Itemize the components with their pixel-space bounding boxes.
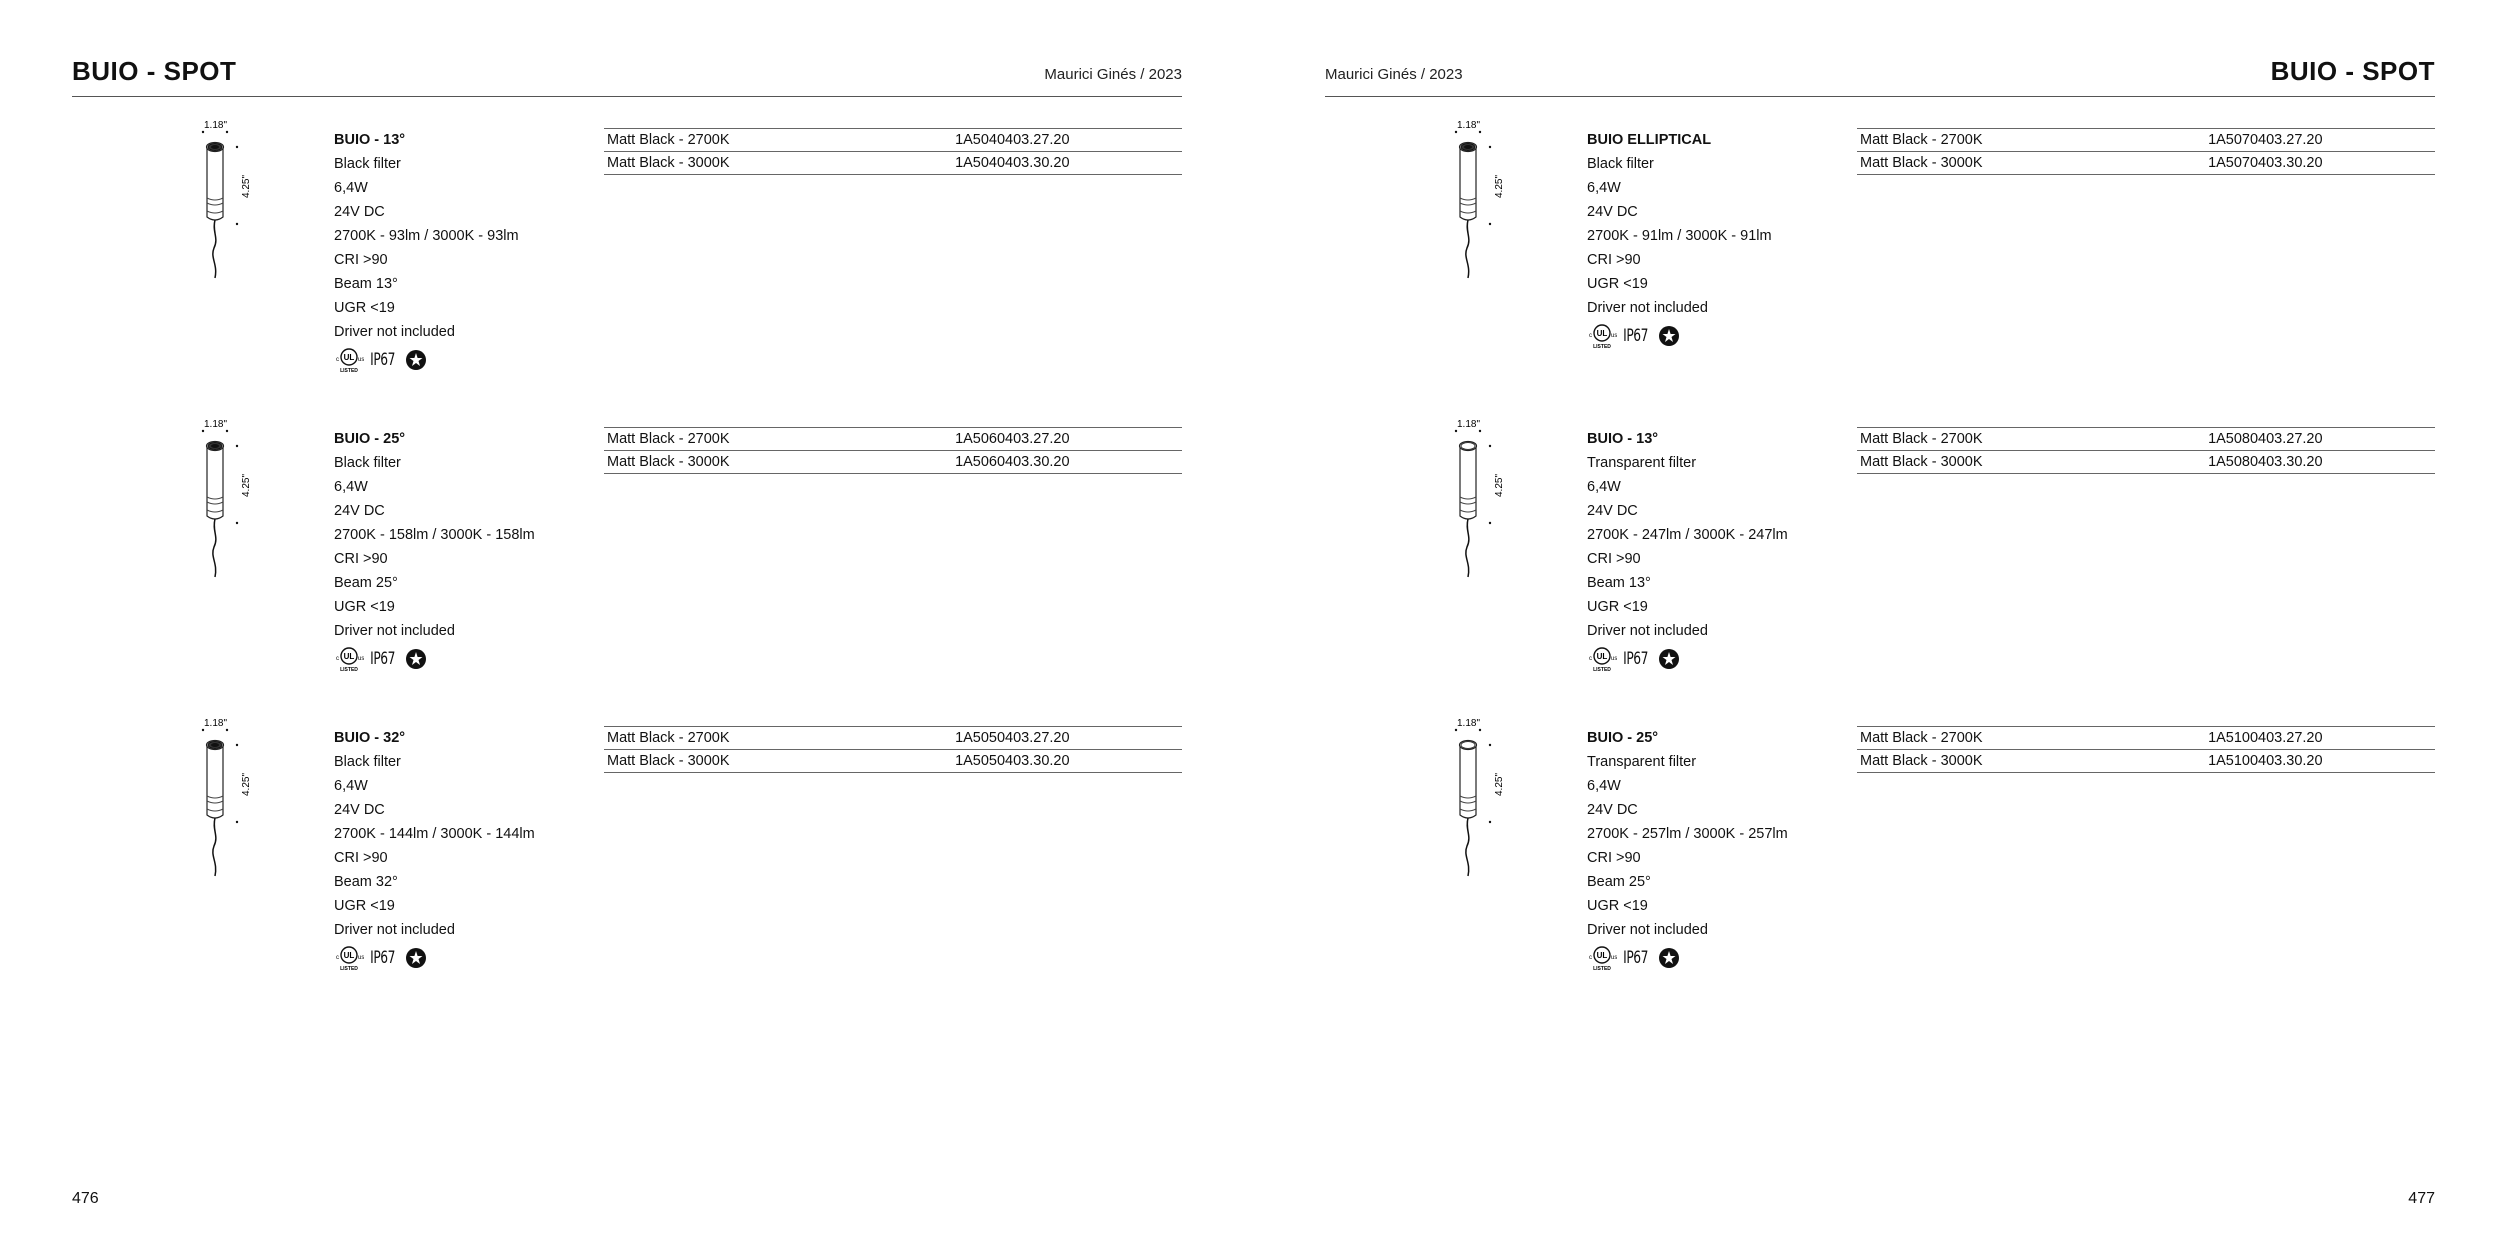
spec-line: UGR <19 bbox=[334, 898, 395, 914]
width-dimension: 1.18" bbox=[204, 419, 228, 430]
variant-row bbox=[1857, 152, 2435, 175]
svg-text:UL: UL bbox=[343, 652, 355, 661]
variant-table bbox=[604, 128, 1182, 175]
svg-text:c: c bbox=[1589, 333, 1592, 339]
product-block bbox=[72, 419, 1182, 679]
ip-rating: IP67 bbox=[1623, 948, 1649, 968]
product-block bbox=[72, 120, 1182, 380]
variant-row bbox=[604, 152, 1182, 175]
variant-code: 1A5100403.27.20 bbox=[2205, 727, 2435, 750]
variant-code: 1A5050403.30.20 bbox=[952, 750, 1182, 773]
width-dimension: 1.18" bbox=[1457, 718, 1481, 729]
variant-table bbox=[1857, 128, 2435, 175]
spec-line: Driver not included bbox=[1587, 922, 1708, 938]
spec-line: 6,4W bbox=[1587, 778, 1621, 794]
page-title: BUIO - SPOT bbox=[2270, 56, 2435, 86]
ul-listed-icon bbox=[334, 944, 364, 972]
page-header bbox=[72, 56, 1182, 97]
svg-text:LISTED: LISTED bbox=[1593, 966, 1611, 972]
variant-row bbox=[1857, 129, 2435, 152]
product-name: BUIO - 13° bbox=[334, 132, 406, 148]
spec-line: 24V DC bbox=[334, 802, 385, 818]
height-dimension: 4.25" bbox=[241, 174, 252, 198]
spec-line: 6,4W bbox=[1587, 180, 1621, 196]
spec-line: 2700K - 144lm / 3000K - 144lm bbox=[334, 826, 535, 842]
svg-text:LISTED: LISTED bbox=[340, 667, 358, 673]
led-driver-icon bbox=[1657, 647, 1681, 671]
spec-line: Black filter bbox=[1587, 156, 1654, 172]
product-block bbox=[1325, 718, 2435, 978]
svg-text:us: us bbox=[1611, 955, 1617, 961]
ip-rating: IP67 bbox=[370, 649, 396, 669]
variant-row bbox=[604, 451, 1182, 474]
product-name: BUIO - 13° bbox=[1587, 431, 1659, 447]
variant-table bbox=[604, 726, 1182, 773]
spec-line: Beam 13° bbox=[1587, 575, 1651, 591]
svg-text:UL: UL bbox=[343, 951, 355, 960]
led-driver-icon bbox=[1657, 324, 1681, 348]
spec-line: Black filter bbox=[334, 455, 401, 471]
variant-finish: Matt Black - 2700K bbox=[604, 428, 952, 451]
spec-line: Driver not included bbox=[1587, 623, 1708, 639]
page-title: BUIO - SPOT bbox=[72, 56, 237, 86]
luminaire-drawing bbox=[1420, 120, 1510, 290]
spec-line: Beam 13° bbox=[334, 276, 398, 292]
svg-text:c: c bbox=[336, 357, 339, 363]
spec-line: CRI >90 bbox=[1587, 252, 1641, 268]
svg-text:UL: UL bbox=[1596, 329, 1608, 338]
spec-line: CRI >90 bbox=[334, 850, 388, 866]
spec-line: 2700K - 91lm / 3000K - 91lm bbox=[1587, 228, 1772, 244]
height-dimension: 4.25" bbox=[1494, 772, 1505, 796]
svg-text:UL: UL bbox=[1596, 652, 1608, 661]
luminaire-drawing bbox=[167, 718, 257, 888]
variant-finish: Matt Black - 2700K bbox=[604, 727, 952, 750]
width-dimension: 1.18" bbox=[204, 120, 228, 131]
variant-table bbox=[604, 427, 1182, 474]
spec-line: 24V DC bbox=[1587, 503, 1638, 519]
spec-line: 2700K - 247lm / 3000K - 247lm bbox=[1587, 527, 1788, 543]
spec-line: Transparent filter bbox=[1587, 754, 1697, 770]
svg-text:us: us bbox=[358, 357, 364, 363]
variant-row bbox=[1857, 451, 2435, 474]
spec-line: Beam 25° bbox=[334, 575, 398, 591]
width-dimension: 1.18" bbox=[1457, 419, 1481, 430]
spec-line: UGR <19 bbox=[1587, 599, 1648, 615]
variant-row bbox=[1857, 428, 2435, 451]
variant-code: 1A5060403.27.20 bbox=[952, 428, 1182, 451]
spec-line: 24V DC bbox=[334, 503, 385, 519]
variant-finish: Matt Black - 3000K bbox=[604, 152, 952, 175]
luminaire-drawing bbox=[1420, 718, 1510, 888]
spec-line: 24V DC bbox=[1587, 802, 1638, 818]
variant-row bbox=[604, 750, 1182, 773]
variant-code: 1A5080403.30.20 bbox=[2205, 451, 2435, 474]
variant-finish: Matt Black - 2700K bbox=[1857, 129, 2205, 152]
spec-line: Driver not included bbox=[334, 922, 455, 938]
spec-line: Black filter bbox=[334, 754, 401, 770]
ip-rating: IP67 bbox=[370, 948, 396, 968]
variant-row bbox=[604, 428, 1182, 451]
product-name: BUIO - 32° bbox=[334, 730, 406, 746]
variant-row bbox=[604, 727, 1182, 750]
height-dimension: 4.25" bbox=[241, 772, 252, 796]
variant-finish: Matt Black - 3000K bbox=[1857, 451, 2205, 474]
product-block bbox=[72, 718, 1182, 978]
svg-text:c: c bbox=[1589, 656, 1592, 662]
product-block bbox=[1325, 419, 2435, 679]
spec-line: UGR <19 bbox=[334, 599, 395, 615]
variant-finish: Matt Black - 3000K bbox=[604, 451, 952, 474]
spec-line: 2700K - 257lm / 3000K - 257lm bbox=[1587, 826, 1788, 842]
spec-line: 2700K - 158lm / 3000K - 158lm bbox=[334, 527, 535, 543]
svg-text:us: us bbox=[1611, 333, 1617, 339]
product-name: BUIO - 25° bbox=[334, 431, 406, 447]
ul-listed-icon bbox=[1587, 944, 1617, 972]
variant-code: 1A5070403.30.20 bbox=[2205, 152, 2435, 175]
spec-line: UGR <19 bbox=[1587, 898, 1648, 914]
spec-line: Driver not included bbox=[1587, 300, 1708, 316]
spec-line: Beam 25° bbox=[1587, 874, 1651, 890]
variant-finish: Matt Black - 3000K bbox=[1857, 152, 2205, 175]
spec-line: Black filter bbox=[334, 156, 401, 172]
spec-line: CRI >90 bbox=[334, 252, 388, 268]
spec-line: 2700K - 93lm / 3000K - 93lm bbox=[334, 228, 519, 244]
page-header bbox=[1325, 56, 2435, 97]
svg-text:c: c bbox=[336, 656, 339, 662]
height-dimension: 4.25" bbox=[241, 473, 252, 497]
spec-line: Driver not included bbox=[334, 623, 455, 639]
spec-line: CRI >90 bbox=[1587, 551, 1641, 567]
svg-text:c: c bbox=[336, 955, 339, 961]
variant-finish: Matt Black - 3000K bbox=[1857, 750, 2205, 773]
luminaire-drawing bbox=[167, 120, 257, 290]
svg-text:us: us bbox=[358, 656, 364, 662]
variant-row bbox=[1857, 750, 2435, 773]
svg-text:LISTED: LISTED bbox=[1593, 667, 1611, 673]
certifications bbox=[334, 346, 634, 374]
product-specs bbox=[1587, 726, 1887, 972]
designer-credit: Maurici Ginés / 2023 bbox=[1325, 66, 1463, 83]
led-driver-icon bbox=[404, 348, 428, 372]
spec-line: UGR <19 bbox=[1587, 276, 1648, 292]
svg-text:c: c bbox=[1589, 955, 1592, 961]
led-driver-icon bbox=[1657, 946, 1681, 970]
svg-text:LISTED: LISTED bbox=[1593, 344, 1611, 350]
designer-credit: Maurici Ginés / 2023 bbox=[1044, 66, 1182, 83]
svg-text:LISTED: LISTED bbox=[340, 368, 358, 374]
variant-finish: Matt Black - 2700K bbox=[1857, 727, 2205, 750]
width-dimension: 1.18" bbox=[1457, 120, 1481, 131]
spec-line: CRI >90 bbox=[1587, 850, 1641, 866]
svg-text:UL: UL bbox=[343, 353, 355, 362]
spec-line: Transparent filter bbox=[1587, 455, 1697, 471]
variant-table bbox=[1857, 427, 2435, 474]
height-dimension: 4.25" bbox=[1494, 473, 1505, 497]
spec-line: 24V DC bbox=[334, 204, 385, 220]
ul-listed-icon bbox=[334, 346, 364, 374]
variant-code: 1A5040403.30.20 bbox=[952, 152, 1182, 175]
spec-line: UGR <19 bbox=[334, 300, 395, 316]
catalog-page bbox=[1250, 0, 2500, 1250]
certifications bbox=[1587, 645, 1887, 673]
variant-code: 1A5070403.27.20 bbox=[2205, 129, 2435, 152]
spec-line: CRI >90 bbox=[334, 551, 388, 567]
product-specs bbox=[1587, 128, 1887, 350]
ip-rating: IP67 bbox=[370, 350, 396, 370]
product-specs bbox=[334, 128, 634, 374]
variant-code: 1A5040403.27.20 bbox=[952, 129, 1182, 152]
variant-code: 1A5100403.30.20 bbox=[2205, 750, 2435, 773]
certifications bbox=[334, 944, 634, 972]
product-block bbox=[1325, 120, 2435, 380]
spec-line: Driver not included bbox=[334, 324, 455, 340]
spec-line: 24V DC bbox=[1587, 204, 1638, 220]
variant-table bbox=[1857, 726, 2435, 773]
certifications bbox=[1587, 322, 1887, 350]
spec-line: 6,4W bbox=[334, 479, 368, 495]
variant-finish: Matt Black - 2700K bbox=[1857, 428, 2205, 451]
variant-finish: Matt Black - 2700K bbox=[604, 129, 952, 152]
variant-code: 1A5050403.27.20 bbox=[952, 727, 1182, 750]
variant-row bbox=[604, 129, 1182, 152]
led-driver-icon bbox=[404, 946, 428, 970]
product-specs bbox=[334, 427, 634, 673]
product-name: BUIO ELLIPTICAL bbox=[1587, 132, 1712, 148]
spec-line: 6,4W bbox=[334, 180, 368, 196]
page-number: 476 bbox=[72, 1190, 99, 1207]
svg-text:us: us bbox=[358, 955, 364, 961]
certifications bbox=[334, 645, 634, 673]
spec-line: 6,4W bbox=[334, 778, 368, 794]
product-specs bbox=[334, 726, 634, 972]
ip-rating: IP67 bbox=[1623, 649, 1649, 669]
svg-text:UL: UL bbox=[1596, 951, 1608, 960]
luminaire-drawing bbox=[1420, 419, 1510, 589]
svg-text:us: us bbox=[1611, 656, 1617, 662]
led-driver-icon bbox=[404, 647, 428, 671]
spec-line: 6,4W bbox=[1587, 479, 1621, 495]
certifications bbox=[1587, 944, 1887, 972]
spec-line: Beam 32° bbox=[334, 874, 398, 890]
ul-listed-icon bbox=[1587, 322, 1617, 350]
product-name: BUIO - 25° bbox=[1587, 730, 1659, 746]
height-dimension: 4.25" bbox=[1494, 174, 1505, 198]
luminaire-drawing bbox=[167, 419, 257, 589]
width-dimension: 1.18" bbox=[204, 718, 228, 729]
ul-listed-icon bbox=[334, 645, 364, 673]
page-number: 477 bbox=[2408, 1190, 2435, 1207]
variant-code: 1A5080403.27.20 bbox=[2205, 428, 2435, 451]
variant-row bbox=[1857, 727, 2435, 750]
ip-rating: IP67 bbox=[1623, 326, 1649, 346]
svg-text:LISTED: LISTED bbox=[340, 966, 358, 972]
product-specs bbox=[1587, 427, 1887, 673]
ul-listed-icon bbox=[1587, 645, 1617, 673]
variant-finish: Matt Black - 3000K bbox=[604, 750, 952, 773]
variant-code: 1A5060403.30.20 bbox=[952, 451, 1182, 474]
